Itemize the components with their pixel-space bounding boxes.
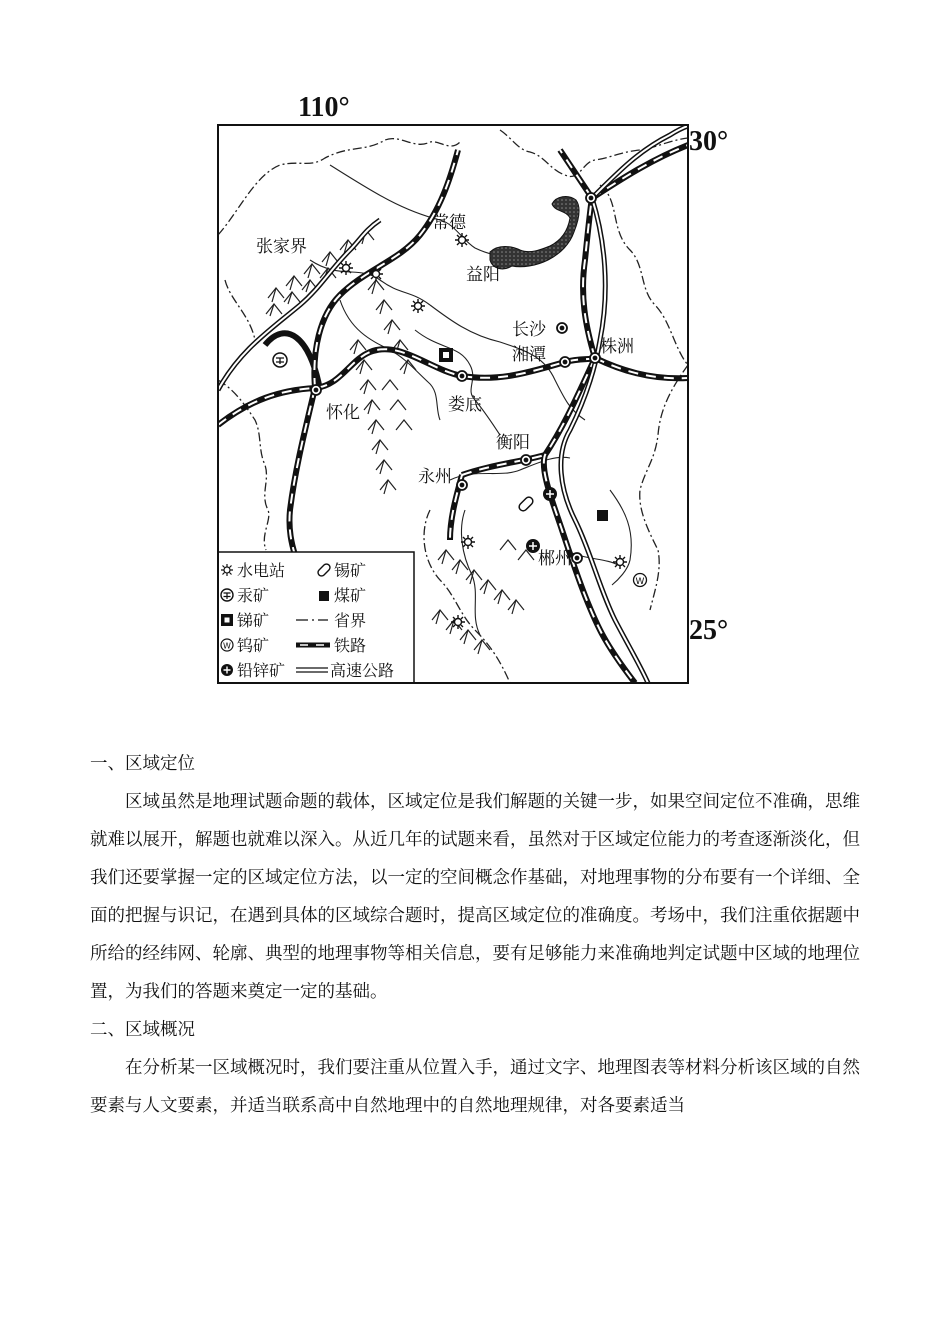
city-label-changsha: 长沙 <box>512 320 546 340</box>
svg-text:W: W <box>223 641 231 651</box>
legend-label-antimony: 锑矿 <box>237 611 270 630</box>
legend-label-hydropower: 水电站 <box>237 561 286 580</box>
latitude-label-30: 30° <box>689 126 729 157</box>
latitude-label-25: 25° <box>689 615 729 646</box>
paragraph-2: 在分析某一区域概况时，我们要注重从位置入手，通过文字、地理图表等材料分析该区域的自然要素与人文要素，并适当联系高中自然地理中的自然地理规律，对各要素适当 <box>90 1058 860 1116</box>
city-label-yongzhou: 永州 <box>418 467 452 487</box>
section-heading-1: 一、区域定位 <box>90 754 195 774</box>
city-label-yiyang: 益阳 <box>466 265 500 285</box>
legend-label-lead-zinc: 铅锌矿 <box>237 661 286 680</box>
antimony-mine-icon <box>439 348 453 362</box>
dongting-lake <box>490 197 579 269</box>
document-body <box>90 745 860 1125</box>
tungsten-mine-icon <box>634 574 647 588</box>
city-label-huaihua: 怀化 <box>326 403 360 423</box>
city-label-hengyang: 衡阳 <box>496 433 530 453</box>
legend-label-railway: 铁路 <box>334 636 367 655</box>
city-label-zhangjiajie: 张家界 <box>256 237 307 257</box>
tin-mine-icon <box>518 496 535 513</box>
hunan-map-figure <box>200 90 760 695</box>
map-legend <box>218 552 414 683</box>
longitude-label-110: 110° <box>298 92 350 123</box>
section-heading-2: 二、区域概况 <box>90 1020 195 1040</box>
map-canvas <box>200 90 760 695</box>
city-label-changde: 常德 <box>432 213 466 233</box>
city-label-chenzhou: 郴州 <box>538 549 572 569</box>
city-label-zhuzhou: 株洲 <box>600 337 634 357</box>
city-label-xiangtan: 湘潭 <box>512 345 546 365</box>
legend-label-tungsten: 钨矿 <box>237 636 270 655</box>
legend-label-coal: 煤矿 <box>334 586 367 605</box>
paragraph-1: 区域虽然是地理试题命题的载体，区域定位是我们解题的关键一步，如果空间定位不准确，思维就难以展开，解题也就难以深入。从近几年的试题来看，虽然对于区域定位能力的考查逐渐淡化，但我们还要掌握一定的区域定位方法，以一定的空间概念作基础，对地理事物的分布要有一个详细、全面的把握与识记，在遇到具体的区域综合题时，提高区域定位的准确度。考场中，我们注重依据题中所给的经纬网、轮廓、典型的地理事物等相关信息，要有足够能力来准确地判定试题中区域的地理位置，为我们的答题来奠定一定的基础。 <box>90 792 860 1002</box>
svg-text:W: W <box>635 577 645 587</box>
legend-label-expressway: 高速公路 <box>330 661 395 680</box>
legend-label-tin: 锡矿 <box>334 561 367 580</box>
city-label-loudi: 娄底 <box>448 395 482 415</box>
coal-mine-icon <box>597 510 608 521</box>
mercury-mine-icon <box>273 353 287 367</box>
legend-label-mercury: 汞矿 <box>237 586 270 605</box>
legend-label-provincial-border: 省界 <box>334 611 367 630</box>
